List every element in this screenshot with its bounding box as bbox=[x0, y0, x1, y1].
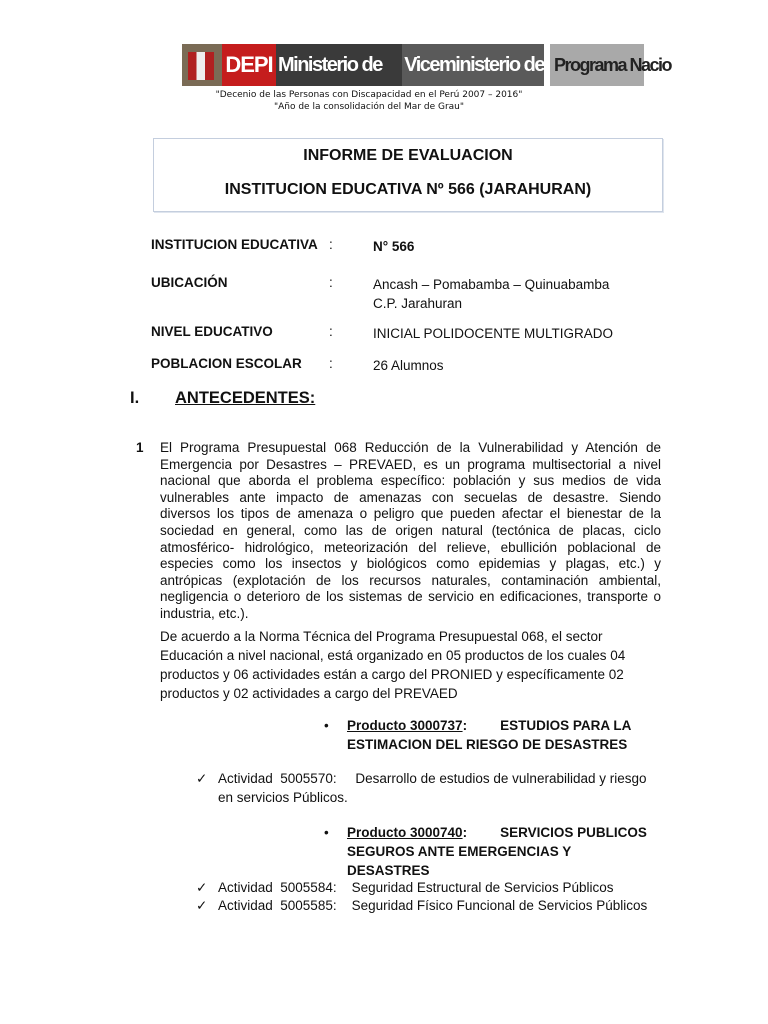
section-heading bbox=[130, 389, 315, 408]
paragraph-line: Educación a nivel nacional, está organizado en 05 productos de los cuales 04 bbox=[160, 648, 626, 663]
paragraph-1 bbox=[160, 440, 661, 623]
checkmark-icon: ✓ bbox=[196, 898, 208, 913]
paragraph-line: De acuerdo a la Norma Técnica del Programa Presupuestal 068, el sector bbox=[160, 629, 603, 644]
info-label: NIVEL EDUCATIVO bbox=[151, 324, 273, 339]
paragraph-line: productos y 06 actividades están a cargo del PRONIED y específicamente 02 bbox=[160, 667, 624, 682]
info-label: INSTITUCION EDUCATIVA bbox=[151, 237, 318, 252]
decenio-heading bbox=[0, 89, 738, 113]
header-banner bbox=[182, 44, 672, 86]
product-title-line-1: ESTUDIOS PARA LA bbox=[500, 718, 632, 733]
report-title: INFORME DE EVALUACION bbox=[303, 147, 513, 164]
decenio-line-1: "Decenio de las Personas con Discapacidad en el Perú 2007 – 2016" bbox=[215, 90, 523, 100]
activity-line-1: Actividad 5005570: Desarrollo de estudios de vulnerabilidad y riesgo bbox=[218, 771, 647, 786]
product-title-line-2: SEGUROS ANTE EMERGENCIAS Y bbox=[347, 844, 572, 859]
bullet-icon: • bbox=[324, 718, 329, 733]
paragraph-2 bbox=[160, 627, 661, 703]
banner-programa: Programa Nacio bbox=[550, 44, 644, 86]
paragraph-number: 1 bbox=[136, 440, 144, 455]
product-title-line-3: DESASTRES bbox=[347, 863, 430, 878]
section-title: ANTECEDENTES: bbox=[175, 389, 316, 407]
info-value-line-1: Ancash – Pomabamba – Quinuabamba bbox=[373, 277, 610, 292]
paragraph-line: atmosférico- hidrológico, meteorización del relieve, ebullición poblacional de bbox=[160, 539, 661, 555]
product-body bbox=[347, 716, 631, 754]
activity-text bbox=[218, 769, 647, 807]
info-colon: : bbox=[329, 275, 333, 290]
product-title-line-2: ESTIMACION DEL RIESGO DE DESASTRES bbox=[347, 737, 628, 752]
paragraph-line: productos y 02 actividades a cargo del PREVAED bbox=[160, 686, 458, 701]
info-colon: : bbox=[329, 356, 333, 371]
product-sep: : bbox=[462, 825, 468, 840]
checkmark-icon: ✓ bbox=[196, 880, 208, 895]
info-label: POBLACION ESCOLAR bbox=[151, 356, 302, 371]
paragraph-line: Emergencia por Desastres – PREVAED, es un programa multisectorial a nivel bbox=[160, 456, 661, 472]
peru-logo bbox=[182, 44, 222, 86]
banner-ministerio: Ministerio de bbox=[276, 44, 402, 86]
paragraph-line: vulnerables ante impacto de amenazas con secuelas de desastre. Siendo bbox=[160, 489, 661, 505]
paragraph-line: diversos los tipos de amenaza o peligro que pueden afectar el bienestar de la bbox=[160, 506, 661, 522]
info-colon: : bbox=[329, 324, 333, 339]
paragraph-line: antrópicas (explotación de los recursos naturales, contaminación ambiental, bbox=[160, 572, 661, 588]
product-code: Producto 3000740 bbox=[347, 825, 463, 840]
peru-flag-icon bbox=[188, 52, 214, 80]
info-value: N° 566 bbox=[373, 239, 415, 254]
paragraph-line: El Programa Presupuestal 068 Reducción de la Vulnerabilidad y Atención de bbox=[160, 440, 661, 455]
checkmark-icon: ✓ bbox=[196, 771, 208, 786]
paragraph-line: industria, etc.). bbox=[160, 605, 249, 621]
info-label: UBICACIÓN bbox=[151, 275, 228, 290]
institution-title: INSTITUCION EDUCATIVA Nº 566 (JARAHURAN) bbox=[224, 181, 592, 198]
info-value-line-2: C.P. Jarahuran bbox=[373, 296, 463, 311]
info-colon: : bbox=[329, 237, 333, 252]
paragraph-line: nacional que aborda el problema específico: población y sus medios de vida bbox=[160, 473, 661, 489]
decenio-line-2: "Año de la consolidación del Mar de Grau" bbox=[273, 102, 465, 112]
title-box bbox=[153, 138, 663, 212]
product-title-line-1: SERVICIOS PUBLICOS bbox=[500, 825, 647, 840]
info-value: 26 Alumnos bbox=[373, 358, 444, 373]
bullet-icon: • bbox=[324, 825, 329, 840]
paragraph-line: negligencia o deterioro de los sistemas de servicio en edificaciones, transporte o bbox=[160, 589, 661, 605]
info-value: INICIAL POLIDOCENTE MULTIGRADO bbox=[373, 326, 614, 341]
activity-line-2: en servicios Públicos. bbox=[218, 790, 348, 805]
banner-red-block: DEPI bbox=[222, 44, 276, 86]
banner-viceministerio: Viceministerio de bbox=[402, 44, 544, 86]
product-code: Producto 3000737 bbox=[347, 718, 463, 733]
paragraph-line: sociedad en general, como las de origen natural (tectónica de placas, ciclo bbox=[160, 522, 661, 538]
product-sep: : bbox=[462, 718, 468, 733]
info-value bbox=[373, 275, 609, 313]
paragraph-line: especies como los insectos y biológicos como epidemias y plagas, etc.) y bbox=[160, 556, 661, 572]
product-body bbox=[347, 823, 647, 880]
section-number: I. bbox=[130, 389, 140, 407]
activity-line-1: Actividad 5005584: Seguridad Estructural de Servicios Públicos bbox=[218, 880, 614, 895]
activity-line-1: Actividad 5005585: Seguridad Físico Funcional de Servicios Públicos bbox=[218, 898, 648, 913]
